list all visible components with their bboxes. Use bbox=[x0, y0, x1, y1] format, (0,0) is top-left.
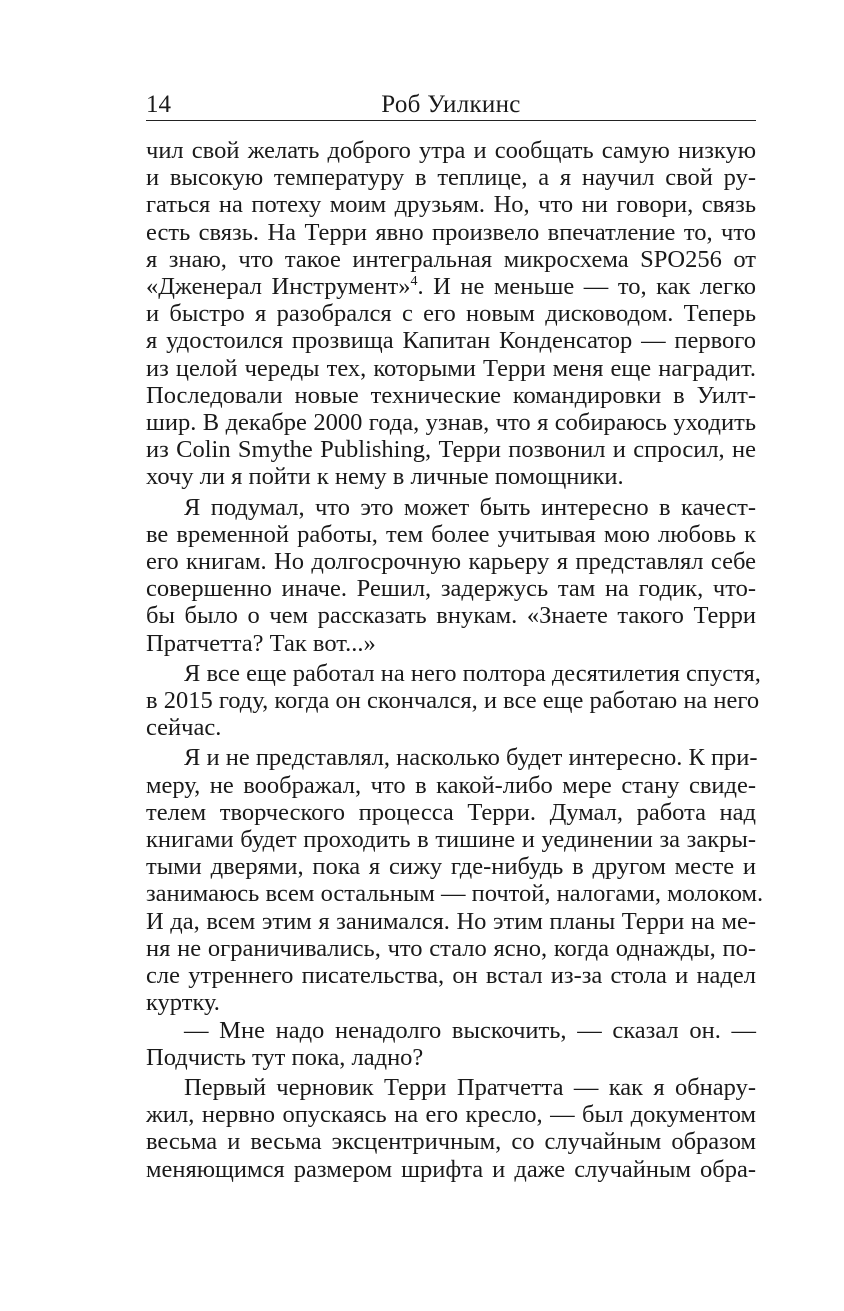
text-fragment: . И не меньше — то, как легко bbox=[417, 273, 756, 301]
text-line: сле утреннего писательства, он встал из-за стола и надел bbox=[146, 962, 756, 990]
text-line: я знаю, что такое интегральная микросхема SPO256 от bbox=[146, 245, 756, 273]
text-line: Я и не представлял, насколько будет интересно. К при- bbox=[184, 744, 758, 772]
text-line: совершенно иначе. Решил, задержусь там на годик, что- bbox=[146, 575, 756, 603]
text-line: куртку. bbox=[146, 989, 220, 1017]
text-line: и быстро я разобрался с его новым дисководом. Теперь bbox=[146, 300, 756, 328]
footnote-reference: 4 bbox=[410, 274, 418, 290]
text-line: весьма и весьма эксцентричным, со случайным образом bbox=[146, 1128, 756, 1156]
text-line: чил свой желать доброго утра и сообщать самую низкую bbox=[146, 137, 756, 164]
text-line: — Мне надо ненадолго выскочить, — сказал он. — bbox=[184, 1016, 756, 1044]
text-fragment: «Дженерал Инструмент» bbox=[146, 273, 411, 301]
text-line: я удостоился прозвища Капитан Конденсатор — первого bbox=[146, 327, 756, 355]
text-line: Последовали новые технические командировки в Уилт- bbox=[146, 381, 756, 409]
body-text bbox=[146, 137, 764, 1183]
text-line: из целой череды тех, которыми Терри меня еще наградит. bbox=[146, 354, 756, 382]
text-line: занимаюсь всем остальным — почтой, налогами, молоком. bbox=[146, 880, 764, 908]
text-line: жил, нервно опускаясь на его кресло, — был документом bbox=[146, 1101, 756, 1129]
text-line: Я подумал, что это может быть интересно в качест- bbox=[184, 493, 756, 521]
text-line: И да, всем этим я занимался. Но этим планы Терри на ме- bbox=[146, 907, 756, 935]
text-line: сейчас. bbox=[146, 714, 222, 742]
text-line: Первый черновик Терри Пратчетта — как я обнару- bbox=[184, 1073, 756, 1101]
paragraph bbox=[146, 744, 764, 1017]
text-line: ве временной работы, тем более учитывая мою любовь к bbox=[146, 520, 756, 548]
text-line: гаться на потеху моим друзьям. Но, что ни говори, связь bbox=[146, 191, 756, 219]
page-header bbox=[146, 90, 756, 121]
text-line: его книгам. Но долгосрочную карьеру я представлял себе bbox=[146, 548, 756, 576]
paragraph bbox=[146, 1074, 756, 1183]
text-line: бы было о чем рассказать внукам. «Знаете такого Терри bbox=[146, 602, 756, 630]
paragraph bbox=[146, 137, 756, 491]
text-line: в 2015 году, когда он скончался, и все еще работаю на него bbox=[146, 687, 760, 715]
text-line bbox=[146, 273, 756, 300]
text-line: телем творческого процесса Терри. Думал, работа над bbox=[146, 798, 756, 826]
text-line: Подчисть тут пока, ладно? bbox=[146, 1043, 424, 1071]
paragraph bbox=[146, 494, 756, 657]
text-line: из Colin Smythe Publishing, Терри позвонил и спросил, не bbox=[146, 436, 756, 464]
text-line: тыми дверями, пока я сижу где-нибудь в другом месте и bbox=[146, 853, 756, 881]
text-line: хочу ли я пойти к нему в личные помощники. bbox=[146, 463, 624, 491]
text-line: книгами будет проходить в тишине и уединении за закры- bbox=[146, 826, 756, 854]
text-line: и высокую температуру в теплице, а я научил свой ру- bbox=[146, 164, 756, 192]
page-number: 14 bbox=[146, 91, 171, 118]
text-line: Пратчетта? Так вот...» bbox=[146, 629, 376, 657]
text-line: ня не ограничивались, что стало ясно, когда однажды, по- bbox=[146, 934, 756, 962]
running-head: Роб Уилкинс bbox=[381, 91, 521, 118]
paragraph bbox=[146, 1017, 756, 1071]
text-line: Я все еще работал на него полтора десятилетия спустя, bbox=[184, 659, 761, 687]
paragraph bbox=[146, 659, 761, 742]
text-line: меняющимся размером шрифта и даже случайным обра- bbox=[146, 1155, 756, 1183]
text-line: шир. В декабре 2000 года, узнав, что я собираюсь уходить bbox=[146, 409, 756, 437]
text-line: меру, не воображал, что в какой-либо мере стану свиде- bbox=[146, 771, 756, 799]
text-line: есть связь. На Терри явно произвело впечатление то, что bbox=[146, 218, 756, 246]
